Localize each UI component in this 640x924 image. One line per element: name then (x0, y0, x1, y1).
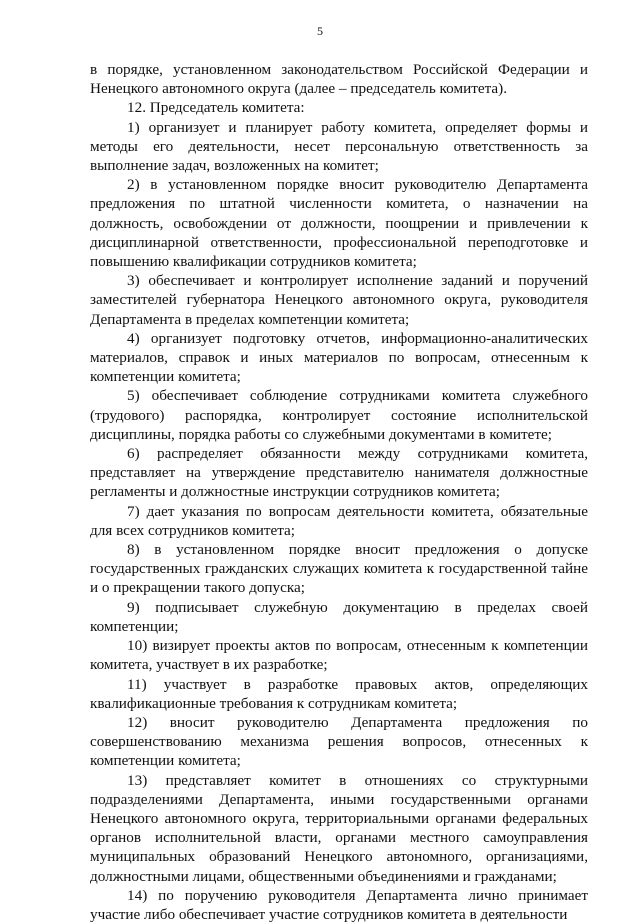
list-item-1: 1) организует и планирует работу комитета, определяет формы и методы его деятельности, несет персональную ответственность за выполнение задач, возложенных на комитет; (90, 118, 588, 175)
list-item-13: 13) представляет комитет в отношениях со структурными подразделениями Департамента, иными государственными органами Ненецкого автономного округа, территориальными органами федеральных органов исполнительной власти, органами местного самоуправления муниципальных образований Ненецкого автономного, организациями, должностными лицами, общественными объединениями и гражданами; (90, 771, 588, 885)
list-item-10: 10) визирует проекты актов по вопросам, отнесенным к компетенции комитета, участвует в их разработке; (90, 637, 588, 674)
list-item-5: 5) обеспечивает соблюдение сотрудниками комитета служебного (трудового) распорядка, контролирует состояние исполнительской дисциплины, порядка работы со служебными документами в комитете; (90, 387, 588, 443)
list-item-3: 3) обеспечивает и контролирует исполнение заданий и поручений заместителей губернатора Ненецкого автономного округа, руководителя Департамента в пределах компетенции комитета; (90, 272, 588, 328)
document-body (90, 60, 588, 924)
list-item-9: 9) подписывает служебную документацию в пределах своей компетенции; (90, 598, 588, 635)
list-item-14: 14) по поручению руководителя Департамента лично принимает участие либо обеспечивает участие сотрудников комитета в деятельности (90, 886, 588, 923)
list-item-6: 6) распределяет обязанности между сотрудниками комитета, представляет на утверждение представителю нанимателя должностные регламенты и должностные инструкции сотрудников комитета; (90, 445, 588, 501)
list-item-12: 12) вносит руководителю Департамента предложения по совершенствованию механизма решения вопросов, отнесенных к компетенции комитета; (90, 713, 588, 770)
list-item-7: 7) дает указания по вопросам деятельности комитета, обязательные для всех сотрудников комитета; (90, 502, 588, 539)
paragraph-continuation: в порядке, установленном законодательством Российской Федерации и Ненецкого автономного округа (далее – председатель комитета). (90, 61, 588, 98)
list-item-4: 4) организует подготовку отчетов, информационно-аналитических материалов, справок и иных материалов по вопросам, отнесенным к компетенции комитета; (90, 329, 588, 386)
list-item-11: 11) участвует в разработке правовых актов, определяющих квалификационные требования к сотрудникам комитета; (90, 675, 588, 712)
section-heading-12: 12. Председатель комитета: (127, 99, 305, 117)
list-item-8: 8) в установленном порядке вносит предложения о допуске государственных гражданских служащих комитета к государственной тайне и о прекращении такого допуска; (90, 541, 588, 597)
list-item-2: 2) в установленном порядке вносит руководителю Департамента предложения по штатной численности комитета, о назначении на должность, освобождении от должности, поощрении и привлечении к дисциплинарной ответственности, профессиональной переподготовке и повышению квалификации сотрудников комитета; (90, 176, 588, 271)
page-number: 5 (317, 24, 323, 38)
